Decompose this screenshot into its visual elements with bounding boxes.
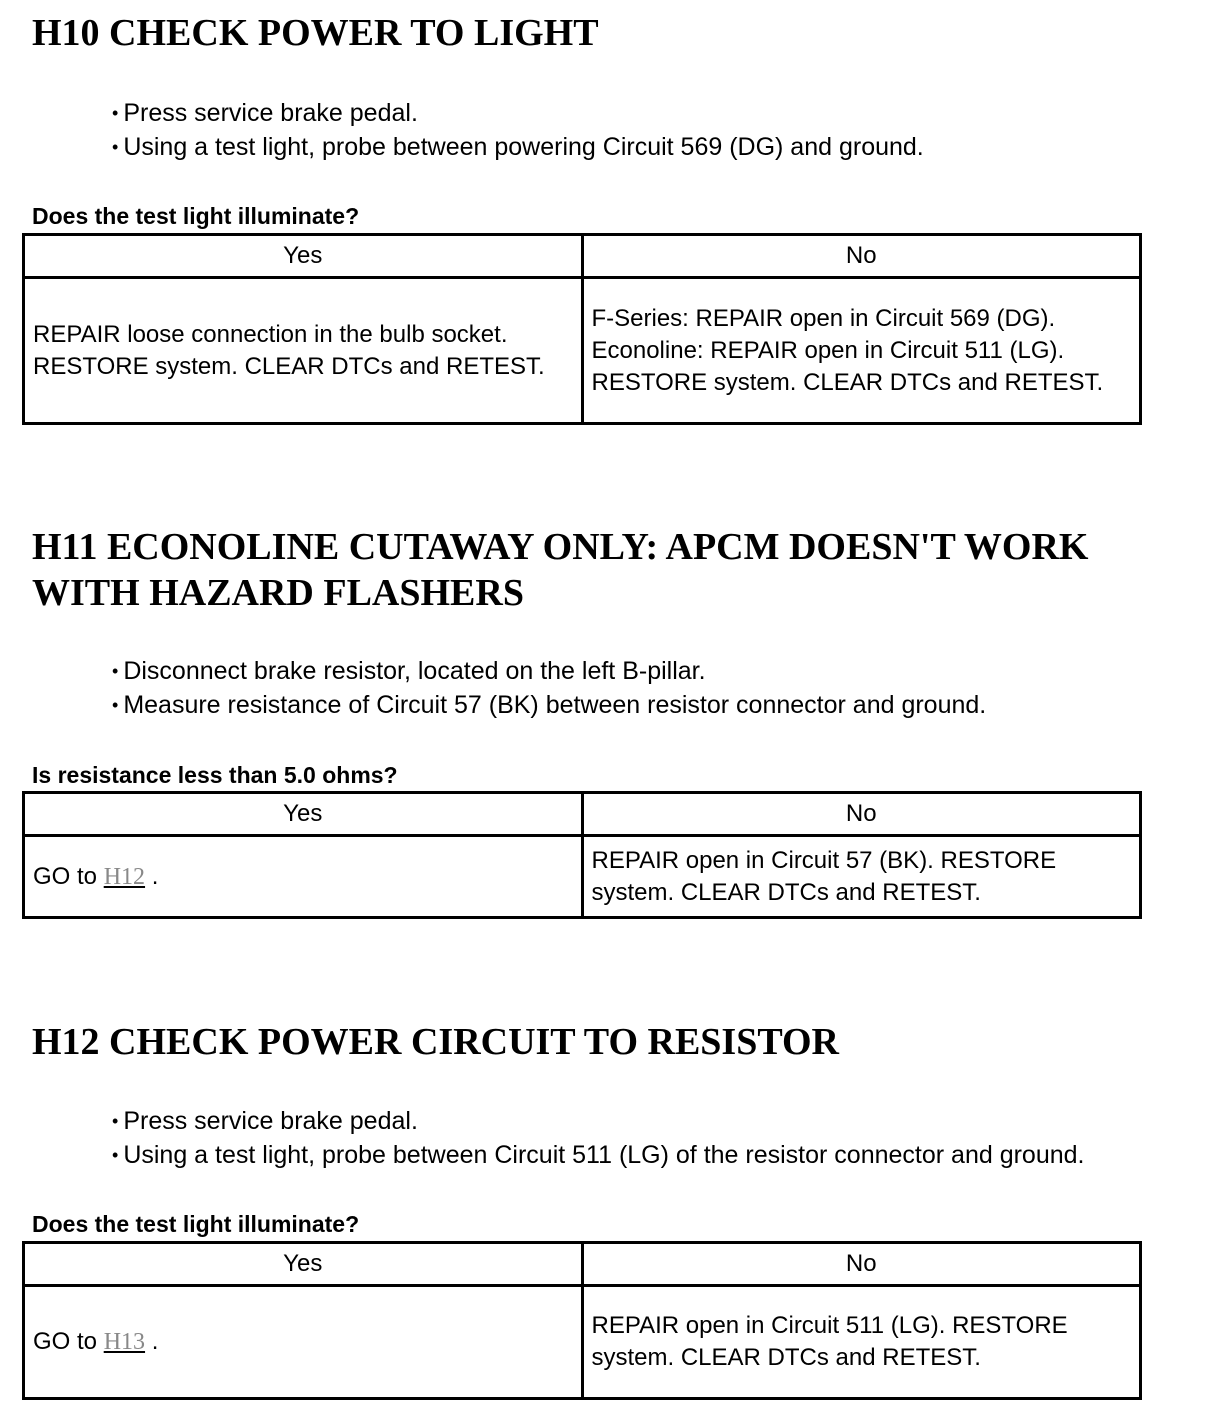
question-h10: Does the test light illuminate? bbox=[32, 203, 360, 229]
go-to-text: GO to bbox=[33, 1328, 98, 1355]
period: . bbox=[151, 862, 159, 890]
step: • Measure resistance of Circuit 57 (BK) between resistor connector and ground. bbox=[112, 688, 986, 722]
no-cell: F-Series: REPAIR open in Circuit 569 (DG). Econoline: REPAIR open in Circuit 511 (LG). RESTORE system. CLEAR DTCs and RETEST. bbox=[582, 278, 1141, 424]
period: . bbox=[151, 1328, 159, 1355]
steps-list-h10 bbox=[112, 96, 924, 164]
section-title-h11: H11 ECONOLINE CUTAWAY ONLY: APCM DOESN'T WORK WITH HAZARD FLASHERS bbox=[32, 526, 1089, 614]
question-h12: Does the test light illuminate? bbox=[32, 1211, 360, 1237]
step: • Using a test light, probe between powering Circuit 569 (DG) and ground. bbox=[112, 130, 924, 164]
steps-list-h12 bbox=[112, 1104, 1084, 1172]
step: • Press service brake pedal. bbox=[112, 96, 924, 130]
yes-header: Yes bbox=[24, 235, 583, 278]
question-h11: Is resistance less than 5.0 ohms? bbox=[32, 762, 398, 788]
no-header: No bbox=[582, 793, 1141, 836]
no-header: No bbox=[582, 1243, 1141, 1286]
section-title-h10: H10 CHECK POWER TO LIGHT bbox=[32, 12, 599, 54]
yes-header: Yes bbox=[24, 793, 583, 836]
result-table-h10 bbox=[22, 233, 1142, 425]
no-cell: REPAIR open in Circuit 57 (BK). RESTORE system. CLEAR DTCs and RETEST. bbox=[582, 836, 1141, 918]
go-to-text: GO to bbox=[33, 862, 98, 890]
step: • Press service brake pedal. bbox=[112, 1104, 1084, 1138]
link-h12[interactable]: H12 bbox=[103, 863, 146, 890]
link-h13[interactable]: H13 bbox=[103, 1329, 146, 1355]
step: • Using a test light, probe between Circuit 511 (LG) of the resistor connector and ground. bbox=[112, 1138, 1084, 1172]
no-cell: REPAIR open in Circuit 511 (LG). RESTORE system. CLEAR DTCs and RETEST. bbox=[582, 1286, 1141, 1399]
result-table-h11 bbox=[22, 791, 1142, 919]
section-title-h12: H12 CHECK POWER CIRCUIT TO RESISTOR bbox=[32, 1021, 839, 1063]
yes-cell bbox=[24, 836, 583, 918]
result-table-h12 bbox=[22, 1241, 1142, 1400]
yes-cell bbox=[24, 1286, 583, 1399]
steps-list-h11 bbox=[112, 654, 986, 722]
yes-cell: REPAIR loose connection in the bulb socket. RESTORE system. CLEAR DTCs and RETEST. bbox=[24, 278, 583, 424]
step: • Disconnect brake resistor, located on the left B-pillar. bbox=[112, 654, 986, 688]
no-header: No bbox=[582, 235, 1141, 278]
yes-header: Yes bbox=[24, 1243, 583, 1286]
